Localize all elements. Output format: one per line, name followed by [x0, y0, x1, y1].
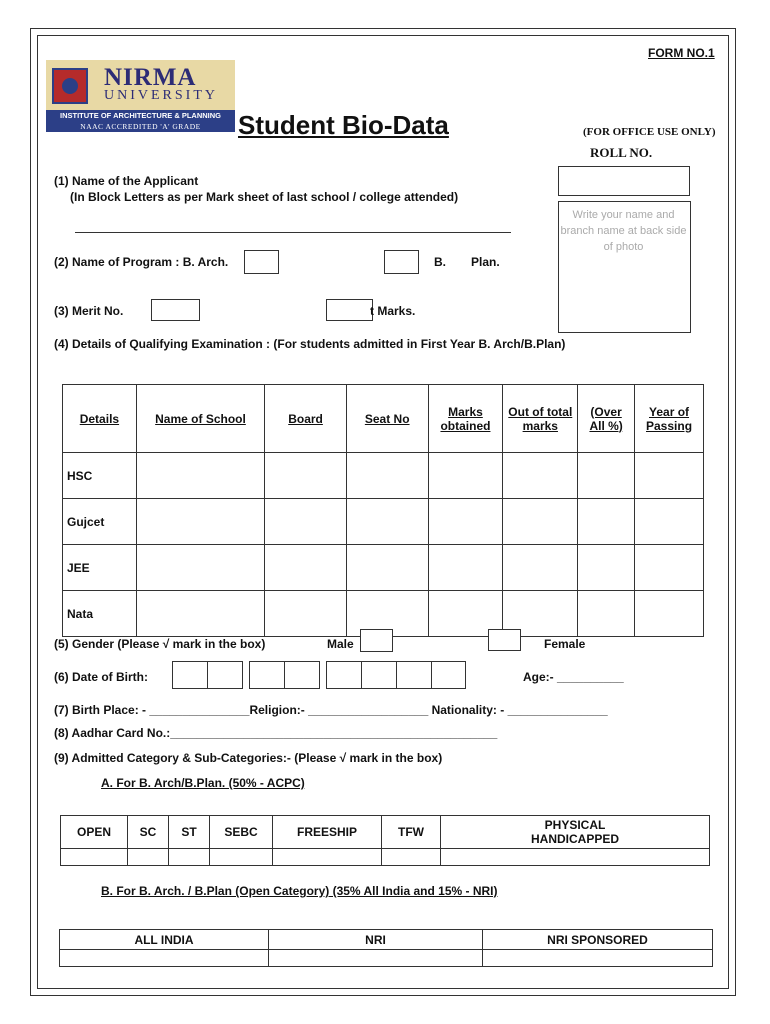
photo-note: Write your name and branch name at back side of photo — [560, 209, 687, 253]
program-barch-checkbox[interactable] — [244, 250, 279, 274]
col-details: Details — [63, 385, 137, 453]
col-marks: Marks obtained — [428, 385, 503, 453]
row-label-hsc: HSC — [63, 453, 137, 499]
nri-table — [59, 929, 713, 967]
col-seat-no: Seat No — [346, 385, 428, 453]
q1-hint: (In Block Letters as per Mark sheet of last school / college attended) — [70, 190, 459, 204]
category-table-header — [61, 816, 710, 849]
nri-nri: NRI — [269, 930, 483, 950]
q6-label: (6) Date of Birth: — [54, 670, 148, 684]
section-b-label: B. For B. Arch. / B.Plan (Open Category) (35% All India and 15% - NRI) — [101, 884, 498, 898]
logo-accreditation: NAAC ACCREDITED 'A' GRADE — [46, 121, 235, 132]
dob-day-2[interactable] — [207, 661, 243, 689]
university-logo — [46, 60, 235, 132]
nri-all-india: ALL INDIA — [60, 930, 269, 950]
table-row — [63, 499, 704, 545]
cat-open: OPEN — [61, 816, 128, 849]
age-field[interactable]: Age:- __________ — [523, 670, 624, 684]
cat-physical-handicapped: PHYSICAL HANDICAPPED — [441, 816, 710, 849]
page-title: Student Bio-Data — [238, 110, 449, 140]
dob-year-2[interactable] — [361, 661, 397, 689]
nri-table-header — [60, 930, 713, 950]
section-a-label: A. For B. Arch/B.Plan. (50% - ACPC) — [101, 776, 305, 790]
row-label-gujcet: Gujcet — [63, 499, 137, 545]
crest-icon — [52, 68, 88, 104]
q4-label: (4) Details of Qualifying Examination : (For students admitted in First Year B. Arch/B.Plan) — [54, 337, 566, 351]
dob-month-2[interactable] — [284, 661, 320, 689]
cat-tfw: TFW — [382, 816, 441, 849]
col-percent: (Over All %) — [578, 385, 635, 453]
dob-year-1[interactable] — [326, 661, 362, 689]
male-label: Male — [327, 637, 354, 651]
form-number: FORM NO.1 — [648, 46, 715, 60]
exam-table — [62, 384, 704, 637]
q1-label: (1) Name of the Applicant — [54, 174, 199, 188]
female-label: Female — [544, 637, 586, 651]
roll-no-field[interactable] — [558, 166, 690, 196]
col-school: Name of School — [136, 385, 264, 453]
q3-label: (3) Merit No. — [54, 304, 124, 318]
dob-day-1[interactable] — [172, 661, 208, 689]
row-label-nata: Nata — [63, 591, 137, 637]
merit-marks-field[interactable] — [326, 299, 373, 321]
q8-aadhar-field[interactable]: (8) Aadhar Card No.:_________________________________________________ — [54, 726, 498, 740]
dob-year-3[interactable] — [396, 661, 432, 689]
row-label-jee: JEE — [63, 545, 137, 591]
cat-sebc: SEBC — [210, 816, 273, 849]
nri-table-row — [60, 950, 713, 967]
table-row — [63, 453, 704, 499]
q2-label: (2) Name of Program : B. Arch. — [54, 255, 229, 269]
merit-no-field[interactable] — [151, 299, 200, 321]
q2-plan-label: Plan. — [471, 255, 500, 269]
col-board: Board — [265, 385, 347, 453]
male-checkbox[interactable] — [360, 629, 393, 652]
table-row — [63, 545, 704, 591]
col-out-of: Out of total marks — [503, 385, 578, 453]
q2-b-label: B. — [434, 255, 446, 269]
logo-name: NIRMA — [104, 64, 197, 91]
dob-year-4[interactable] — [431, 661, 466, 689]
cat-st: ST — [169, 816, 210, 849]
logo-institute: INSTITUTE OF ARCHITECTURE & PLANNING — [46, 110, 235, 121]
dob-month-1[interactable] — [249, 661, 285, 689]
q5-label: (5) Gender (Please √ mark in the box) — [54, 637, 266, 651]
roll-no-label: ROLL NO. — [590, 145, 653, 160]
nri-sponsored: NRI SPONSORED — [483, 930, 713, 950]
q7-fields[interactable]: (7) Birth Place: - _______________Religion:- __________________ Nationality: - _______________ — [54, 703, 608, 717]
category-table — [60, 815, 710, 866]
col-year: Year of Passing — [635, 385, 704, 453]
exam-table-header — [63, 385, 704, 453]
q9-label: (9) Admitted Category & Sub-Categories:- (Please √ mark in the box) — [54, 751, 443, 765]
category-table-row — [61, 849, 710, 866]
female-checkbox[interactable] — [488, 629, 521, 651]
cat-freeship: FREESHIP — [273, 816, 382, 849]
q3-marks-label: t Marks. — [370, 304, 416, 318]
office-use-label: (FOR OFFICE USE ONLY) — [583, 126, 716, 138]
program-bplan-checkbox[interactable] — [384, 250, 419, 274]
applicant-name-field[interactable] — [75, 232, 511, 233]
logo-subtitle: UNIVERSITY — [104, 88, 218, 103]
cat-sc: SC — [128, 816, 169, 849]
